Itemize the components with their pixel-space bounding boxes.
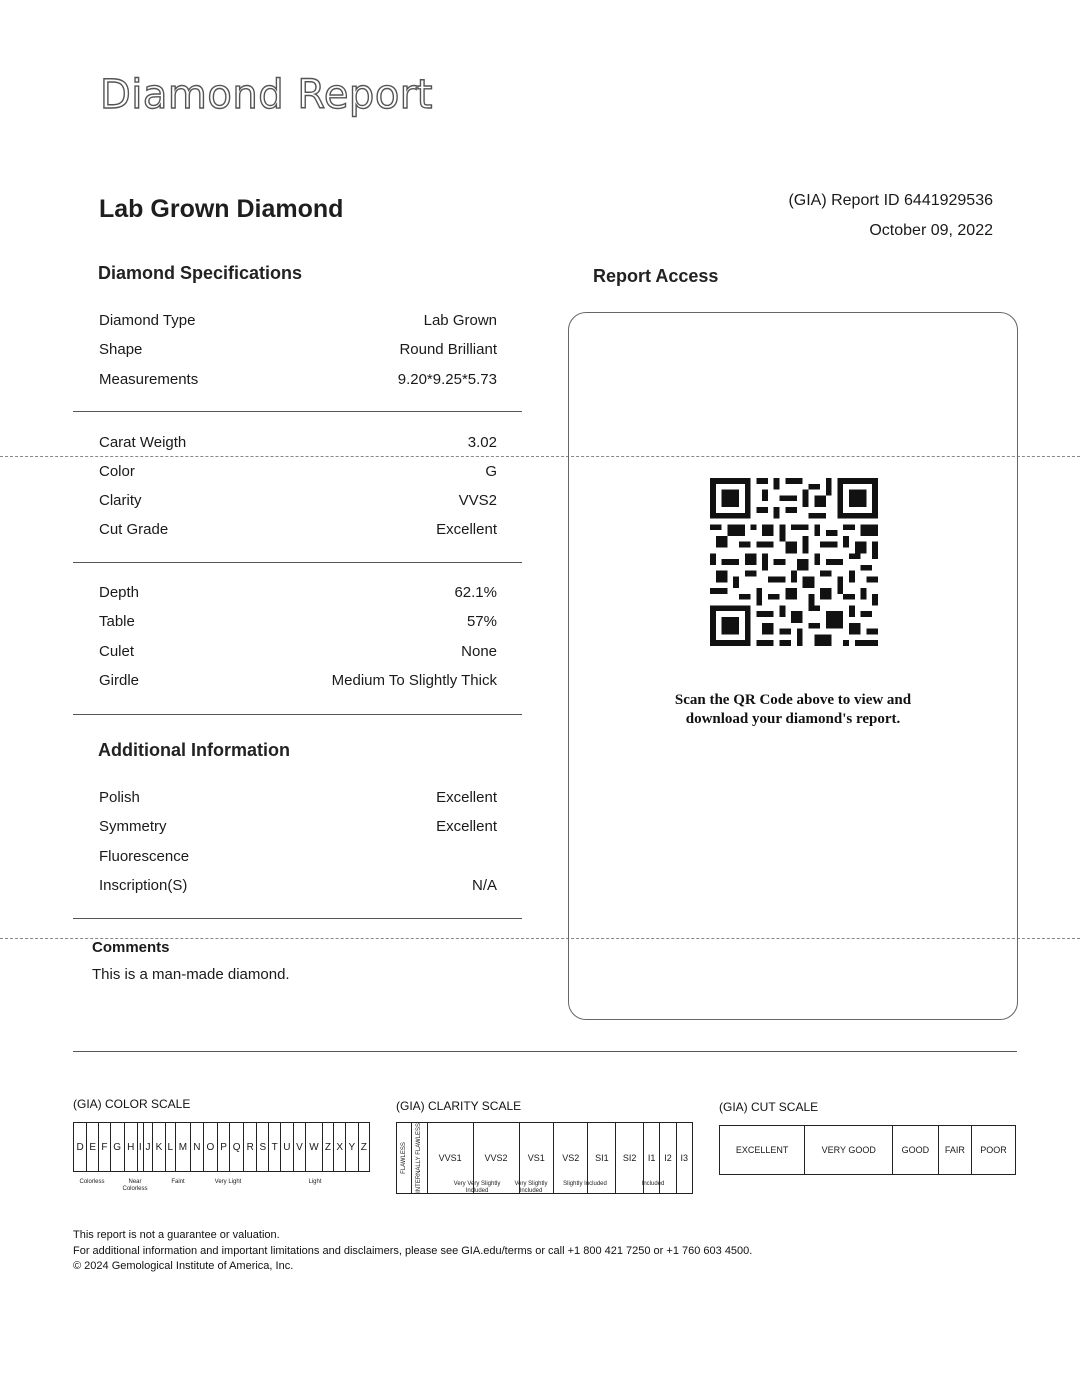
spec-value: 57%	[466, 613, 497, 630]
color-grade: U	[280, 1123, 293, 1172]
color-grade: P	[217, 1123, 229, 1172]
color-grade: R	[244, 1123, 257, 1172]
clarity-caption: Included	[641, 1181, 665, 1187]
color-grade: M	[175, 1123, 190, 1172]
report-id: (GIA) Report ID 6441929536	[788, 192, 993, 209]
spec-label: Culet	[99, 643, 135, 660]
spec-value: Medium To Slightly Thick	[331, 672, 497, 689]
qr-code[interactable]	[708, 478, 880, 646]
additional-info-heading: Additional Information	[98, 740, 290, 760]
color-caption: Light	[308, 1179, 322, 1185]
spec-row	[99, 312, 497, 329]
spec-row	[99, 341, 497, 358]
scan-instructions	[600, 691, 986, 729]
color-grade: G	[110, 1123, 124, 1172]
spec-value: 3.02	[467, 434, 497, 451]
cut-scale-title: (GIA) CUT SCALE	[719, 1100, 819, 1114]
color-grade: L	[165, 1123, 175, 1172]
divider	[73, 411, 522, 412]
clarity-grade: VS2	[554, 1123, 588, 1194]
color-scale-title: (GIA) COLOR SCALE	[73, 1097, 191, 1111]
cut-grade: POOR	[972, 1126, 1016, 1175]
clarity-grade: VS1	[519, 1123, 553, 1194]
spec-row	[99, 643, 497, 660]
color-grade: S	[257, 1123, 269, 1172]
clarity-grade: I2	[660, 1123, 676, 1194]
spec-value: N/A	[471, 877, 497, 894]
spec-label: Table	[99, 613, 135, 630]
divider	[73, 714, 522, 715]
spec-row	[99, 789, 497, 806]
clarity-caption: Very Slightly Included	[514, 1181, 548, 1194]
page-title: Diamond Report	[100, 72, 433, 118]
clarity-grade: I1	[644, 1123, 660, 1194]
clarity-grade: VVS1	[427, 1123, 473, 1194]
spec-value: Excellent	[436, 521, 497, 538]
color-scale	[73, 1122, 370, 1172]
color-grade: E	[87, 1123, 99, 1172]
spec-label: Inscription(S)	[99, 877, 188, 894]
cut-grade: GOOD	[893, 1126, 938, 1175]
cut-scale	[719, 1125, 1016, 1175]
color-caption: Faint	[171, 1179, 185, 1185]
clarity-scale-title: (GIA) CLARITY SCALE	[396, 1099, 522, 1113]
color-grade: V	[293, 1123, 305, 1172]
spec-value: Excellent	[436, 789, 497, 806]
spec-row	[99, 584, 497, 601]
color-grade: Y	[346, 1123, 358, 1172]
spec-value: Excellent	[436, 818, 497, 835]
spec-label: Color	[99, 463, 135, 480]
color-grade: X	[334, 1123, 346, 1172]
spec-value: VVS2	[458, 492, 497, 509]
spec-row	[99, 492, 497, 509]
footer-copyright: © 2024 Gemological Institute of America, Inc.	[73, 1260, 294, 1272]
color-grade: N	[190, 1123, 203, 1172]
footer-terms: For additional information and important limitations and disclaimers, please see GIA.edu/terms or call +1 800 421 7250 or +1 760 603 4500.	[73, 1245, 753, 1257]
color-grade: W	[306, 1123, 323, 1172]
spec-row	[99, 463, 497, 480]
clarity-grade: SI2	[616, 1123, 644, 1194]
spec-row	[99, 434, 497, 451]
color-grade: I	[137, 1123, 143, 1172]
spec-row	[99, 877, 497, 894]
color-grade: H	[124, 1123, 137, 1172]
color-grade: Z	[358, 1123, 370, 1172]
spec-row	[99, 521, 497, 538]
clarity-caption: Slightly Included	[563, 1181, 607, 1187]
spec-label: Depth	[99, 584, 140, 601]
report-subtitle: Lab Grown Diamond	[99, 195, 344, 223]
scan-line: Scan the QR Code above to view and	[674, 692, 912, 708]
color-caption: Colorless	[79, 1179, 105, 1185]
spec-label: Diamond Type	[99, 312, 196, 329]
color-caption: Near Colorless	[122, 1179, 148, 1192]
color-grade: K	[153, 1123, 165, 1172]
spec-value: 62.1%	[454, 584, 497, 601]
clarity-grade: SI1	[588, 1123, 616, 1194]
comments-heading: Comments	[92, 939, 170, 956]
comments-text: This is a man-made diamond.	[92, 966, 290, 983]
color-caption: Very Light	[214, 1179, 242, 1185]
spec-label: Clarity	[99, 492, 142, 509]
specifications-heading: Diamond Specifications	[98, 263, 303, 283]
spec-row	[99, 371, 497, 388]
spec-row	[99, 613, 497, 630]
color-grade: Q	[230, 1123, 244, 1172]
color-grade: J	[143, 1123, 153, 1172]
divider	[73, 918, 522, 919]
color-grade: Z	[322, 1123, 333, 1172]
spec-label: Girdle	[99, 672, 140, 689]
report-access-heading: Report Access	[593, 266, 719, 286]
cut-grade: VERY GOOD	[805, 1126, 893, 1175]
divider	[73, 562, 522, 563]
clarity-grade: I3	[676, 1123, 692, 1194]
clarity-grade: FLAWLESS	[397, 1123, 412, 1194]
clarity-grade: VVS2	[473, 1123, 519, 1194]
report-access-panel	[568, 312, 1018, 1020]
spec-row	[99, 848, 497, 865]
report-date: October 09, 2022	[869, 222, 993, 239]
color-grade: D	[74, 1123, 87, 1172]
spec-label: Symmetry	[99, 818, 167, 835]
spec-label: Fluorescence	[99, 848, 190, 865]
spec-label: Carat Weigth	[99, 434, 187, 451]
clarity-grade: INTERNALLY FLAWLESS	[412, 1123, 427, 1194]
spec-label: Measurements	[99, 371, 199, 388]
spec-label: Cut Grade	[99, 521, 169, 538]
cut-grade: EXCELLENT	[720, 1126, 805, 1175]
footer-disclaimer: This report is not a guarantee or valuation.	[73, 1229, 280, 1241]
spec-value: Lab Grown	[423, 312, 497, 329]
spec-value: G	[485, 463, 497, 480]
cut-grade: FAIR	[938, 1126, 971, 1175]
spec-value: 9.20*9.25*5.73	[397, 371, 497, 388]
spec-row	[99, 672, 497, 689]
spec-label: Polish	[99, 789, 140, 806]
divider	[73, 1051, 1017, 1052]
clarity-caption: Very Very Slightly Included	[453, 1181, 501, 1194]
color-grade: F	[99, 1123, 110, 1172]
color-grade: O	[203, 1123, 217, 1172]
spec-value: None	[461, 643, 497, 660]
spec-row	[99, 818, 497, 835]
spec-label: Shape	[99, 341, 143, 358]
color-grade: T	[269, 1123, 280, 1172]
spec-value: Round Brilliant	[399, 341, 497, 358]
scan-line: download your diamond's report.	[685, 711, 901, 727]
